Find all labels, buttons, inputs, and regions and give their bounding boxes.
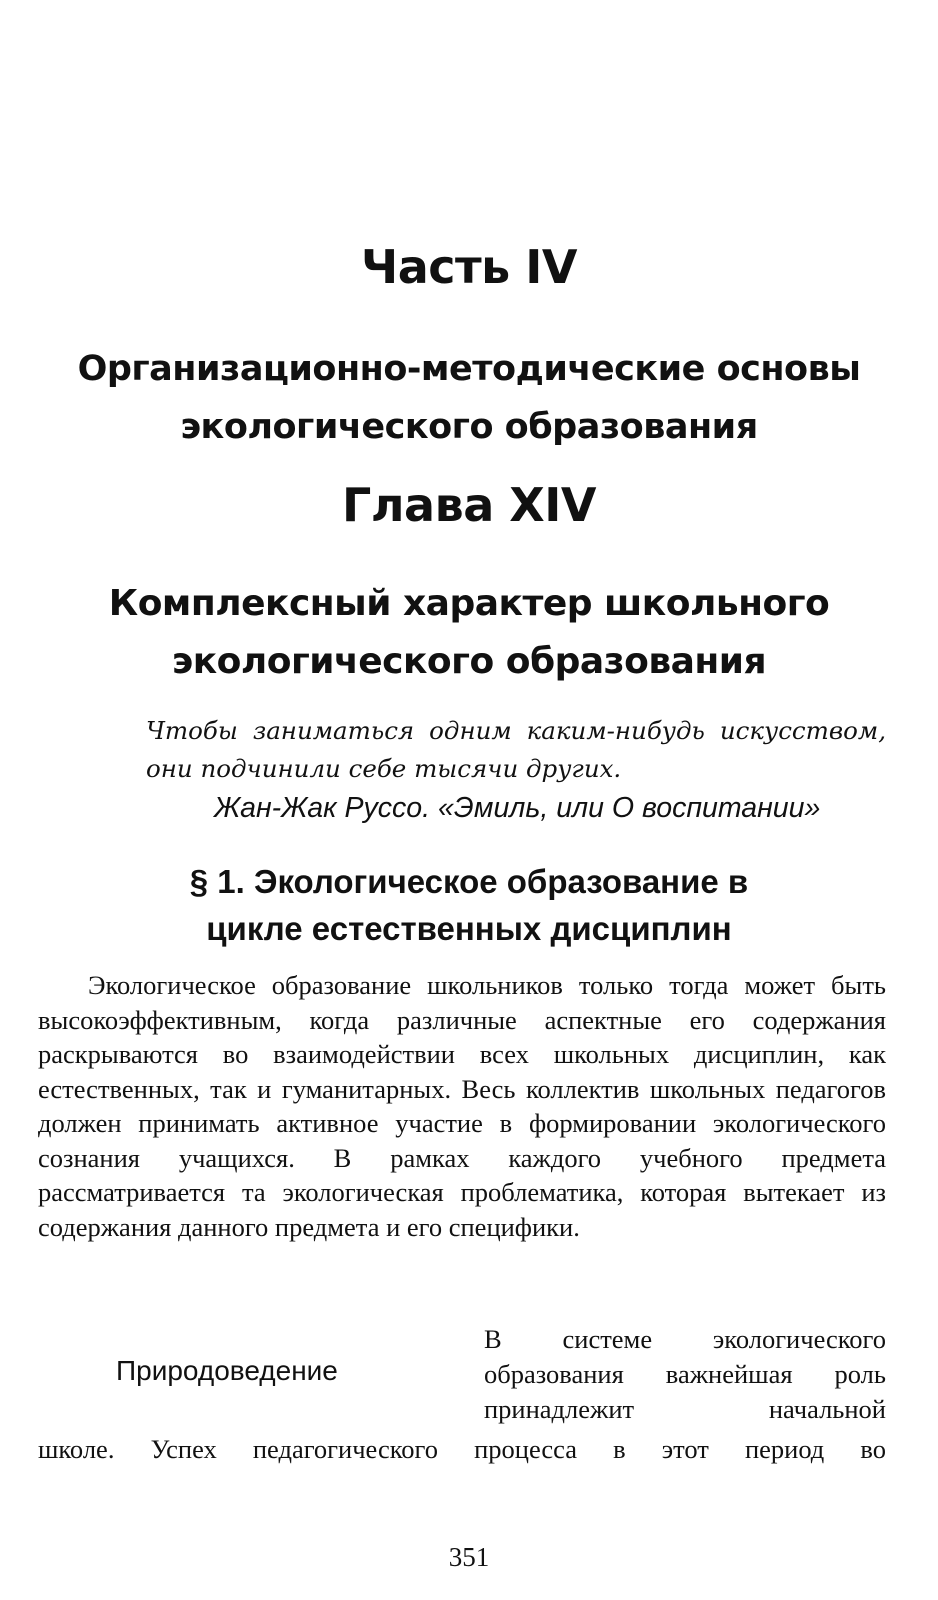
epigraph xyxy=(146,712,886,788)
epigraph-author: Жан-Жак Руссо. «Эмиль, или О воспитании» xyxy=(214,792,821,824)
section-title-text: § 1. Экологическое образование в цикле естественных дисциплин xyxy=(189,863,749,947)
chapter-subtitle-text: Комплексный характер школьного экологического образования xyxy=(108,583,830,682)
epigraph-text: Чтобы заниматься одним каким-нибудь искусством, они подчинили себе тысячи других. xyxy=(146,716,886,783)
continuation-line: школе. Успех педагогического процесса в этот период во xyxy=(38,1434,886,1464)
part-subtitle xyxy=(0,340,938,456)
chapter-subtitle xyxy=(0,575,938,691)
side-text-line-2: образования важнейшая роль xyxy=(484,1359,886,1389)
section-title xyxy=(0,858,938,952)
part-subtitle-text: Организационно-методические основы экологического образования xyxy=(77,349,861,447)
side-heading: Природоведение xyxy=(116,1355,338,1386)
part-title: Часть IV xyxy=(361,240,577,294)
side-text-line-3: принадлежит начальной xyxy=(484,1394,886,1424)
chapter-title: Глава XIV xyxy=(342,478,596,532)
side-text-line-1: В системе экологического xyxy=(484,1324,886,1354)
page-number: 351 xyxy=(448,1542,490,1572)
body-paragraph: Экологическое образование школьников только тогда может быть высокоэффективным, когда различные аспектные его содержания раскрываются во взаимодействии всех школьных дисциплин, как естественных, так и гуманитарных. Весь коллектив школьных педагогов должен принимать активное участие в формировании экологического сознания учащихся. В рамках каждого учебного предмета рассматривается та экологическая проблематика, которая вытекает из содержания данного предмета и его специфики. xyxy=(38,970,886,1242)
side-text xyxy=(484,1322,886,1427)
